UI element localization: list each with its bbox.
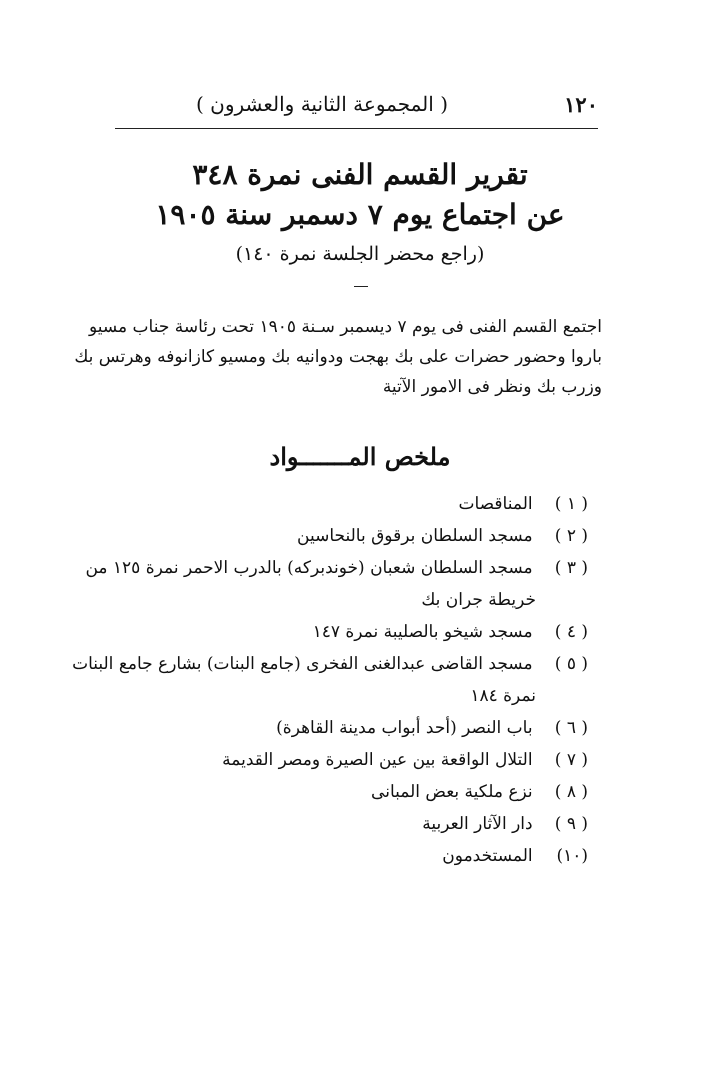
intro-paragraph [74,312,602,402]
item-text: باب النصر (أحد أبواب مدينة القاهرة) [276,718,533,738]
list-item [72,648,588,712]
item-text-continuation: خريطة جران بك [421,590,536,610]
paragraph-line: باروا وحضور حضرات على بك بهجت ودوانيه بك ومسيو كازانوفه وهرتس بك [74,347,602,367]
item-text: مسجد السلطان برقوق بالنحاسين [297,526,533,546]
paragraph-line: اجتمع القسم الفنى فى يوم ٧ ديسمبر سـنة ١٩٠٥ تحت رئاسة جناب مسيو [88,317,602,337]
separator-dash [354,286,368,287]
item-number: ( ٢ ) [554,526,588,546]
running-head [118,90,598,124]
item-text: مسجد شيخو بالصليبة نمرة ١٤٧ [312,622,533,642]
item-text: مسجد السلطان شعبان (خوندبركه) بالدرب الاحمر نمرة ١٢٥ من [85,558,533,578]
list-item [118,744,588,776]
item-number: ( ٥ ) [554,654,588,674]
item-number: ( ٧ ) [554,750,588,770]
summary-list [72,488,588,872]
meeting-date-title: عن اجتماع يوم ٧ دسمبر سنة ١٩٠٥ [155,198,565,231]
list-item [118,616,588,648]
item-text: نزع ملكية بعض المبانى [371,782,533,802]
item-number: ( ٦ ) [554,718,588,738]
summary-title: ملخص المـــــــواد [269,442,451,471]
group-label: ( المجموعة الثانية والعشرون ) [196,92,448,116]
list-item [118,488,588,520]
item-number: ( ٣ ) [554,558,588,578]
page-number: ١٢٠ [564,92,598,117]
item-number: (١٠) [556,846,588,866]
list-item [118,776,588,808]
item-text: دار الآثار العربية [422,814,533,834]
item-number: ( ٤ ) [554,622,588,642]
list-item [118,520,588,552]
item-number: ( ٩ ) [554,814,588,834]
list-item [118,712,588,744]
report-title: تقرير القسم الفنى نمرة ٣٤٨ [192,158,528,191]
list-item [85,552,588,616]
header-rule [115,128,598,129]
item-text: مسجد القاضى عبدالغنى الفخرى (جامع البنات) بشارع جامع البنات [72,654,533,674]
list-item [118,808,588,840]
item-number: ( ١ ) [554,494,588,514]
item-text: المستخدمون [442,846,533,866]
list-item [118,840,588,872]
paragraph-line: وزرب بك ونظر فى الامور الآتية [382,377,602,397]
item-text-continuation: نمرة ١٨٤ [470,686,536,706]
item-text: المناقصات [458,494,533,514]
item-number: ( ٨ ) [554,782,588,802]
session-reference: (راجع محضر الجلسة نمرة ١٤٠) [235,243,485,265]
item-text: التلال الواقعة بين عين الصيرة ومصر القديمة [222,750,533,770]
